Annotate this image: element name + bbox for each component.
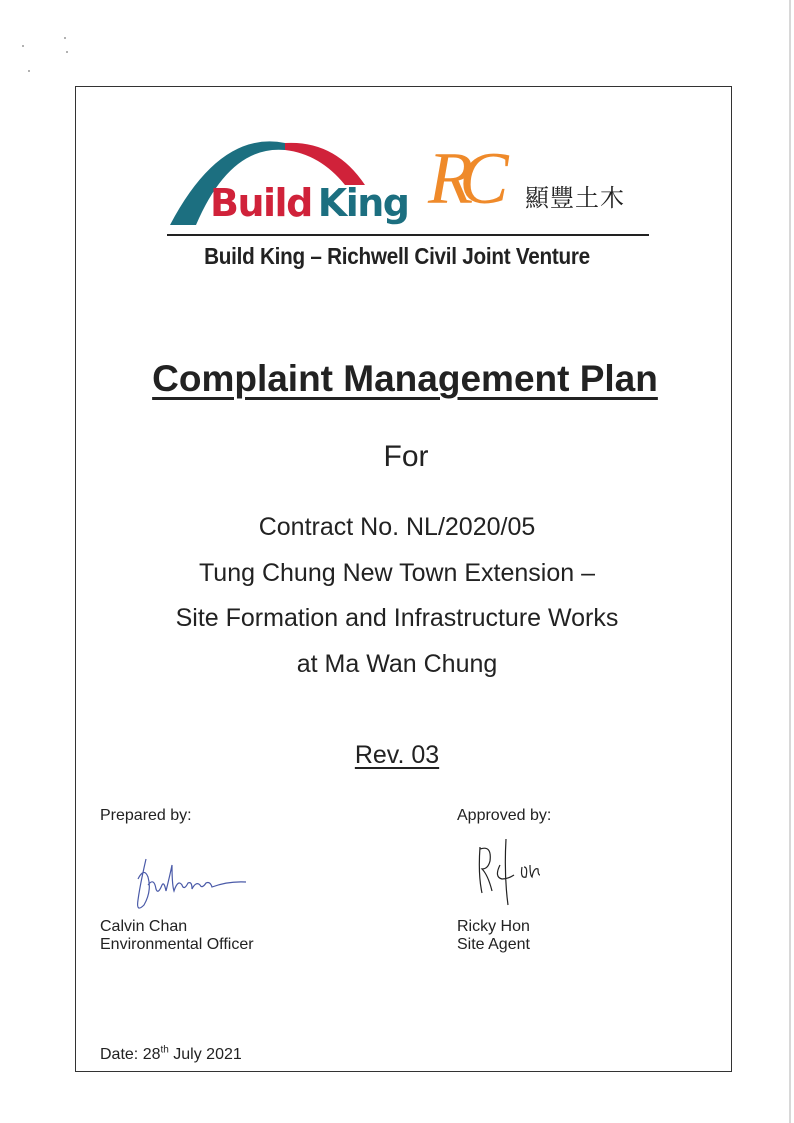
approved-signature bbox=[470, 835, 560, 915]
prepared-signature bbox=[118, 855, 258, 915]
contract-number: Contract No. NL/2020/05 bbox=[258, 513, 536, 541]
header-divider bbox=[167, 234, 649, 236]
king-word: King bbox=[317, 181, 409, 225]
revision-number: Rev. 03 bbox=[354, 741, 440, 769]
document-title: Complaint Management Plan bbox=[152, 358, 658, 399]
scan-speck bbox=[22, 45, 24, 47]
approver-name: Ricky Hon bbox=[457, 918, 530, 935]
document-date: Date: 28th July 2021 bbox=[100, 1044, 242, 1063]
for-label: For bbox=[383, 440, 429, 473]
project-line-3: at Ma Wan Chung bbox=[296, 649, 498, 678]
project-line-2: Site Formation and Infrastructure Works bbox=[175, 604, 619, 632]
scan-speck bbox=[66, 51, 68, 53]
scan-speck bbox=[28, 70, 30, 72]
build-word: Build bbox=[210, 181, 312, 225]
joint-venture-name: Build King – Richwell Civil Joint Venture bbox=[204, 243, 590, 269]
company-logos bbox=[160, 140, 650, 240]
contract-description bbox=[0, 508, 794, 690]
rc-logo-mark: RC bbox=[428, 138, 495, 220]
approver-role: Site Agent bbox=[457, 936, 530, 953]
build-king-wordmark bbox=[210, 181, 409, 225]
preparer-name: Calvin Chan bbox=[100, 918, 188, 935]
preparer-role: Environmental Officer bbox=[100, 936, 254, 953]
prepared-by-label: Prepared by: bbox=[100, 807, 192, 824]
richwell-chinese-name: 顯豐土木 bbox=[525, 184, 625, 212]
project-line-1: Tung Chung New Town Extension – bbox=[198, 558, 596, 587]
approved-by-label: Approved by: bbox=[457, 807, 552, 824]
scan-speck bbox=[64, 37, 66, 39]
